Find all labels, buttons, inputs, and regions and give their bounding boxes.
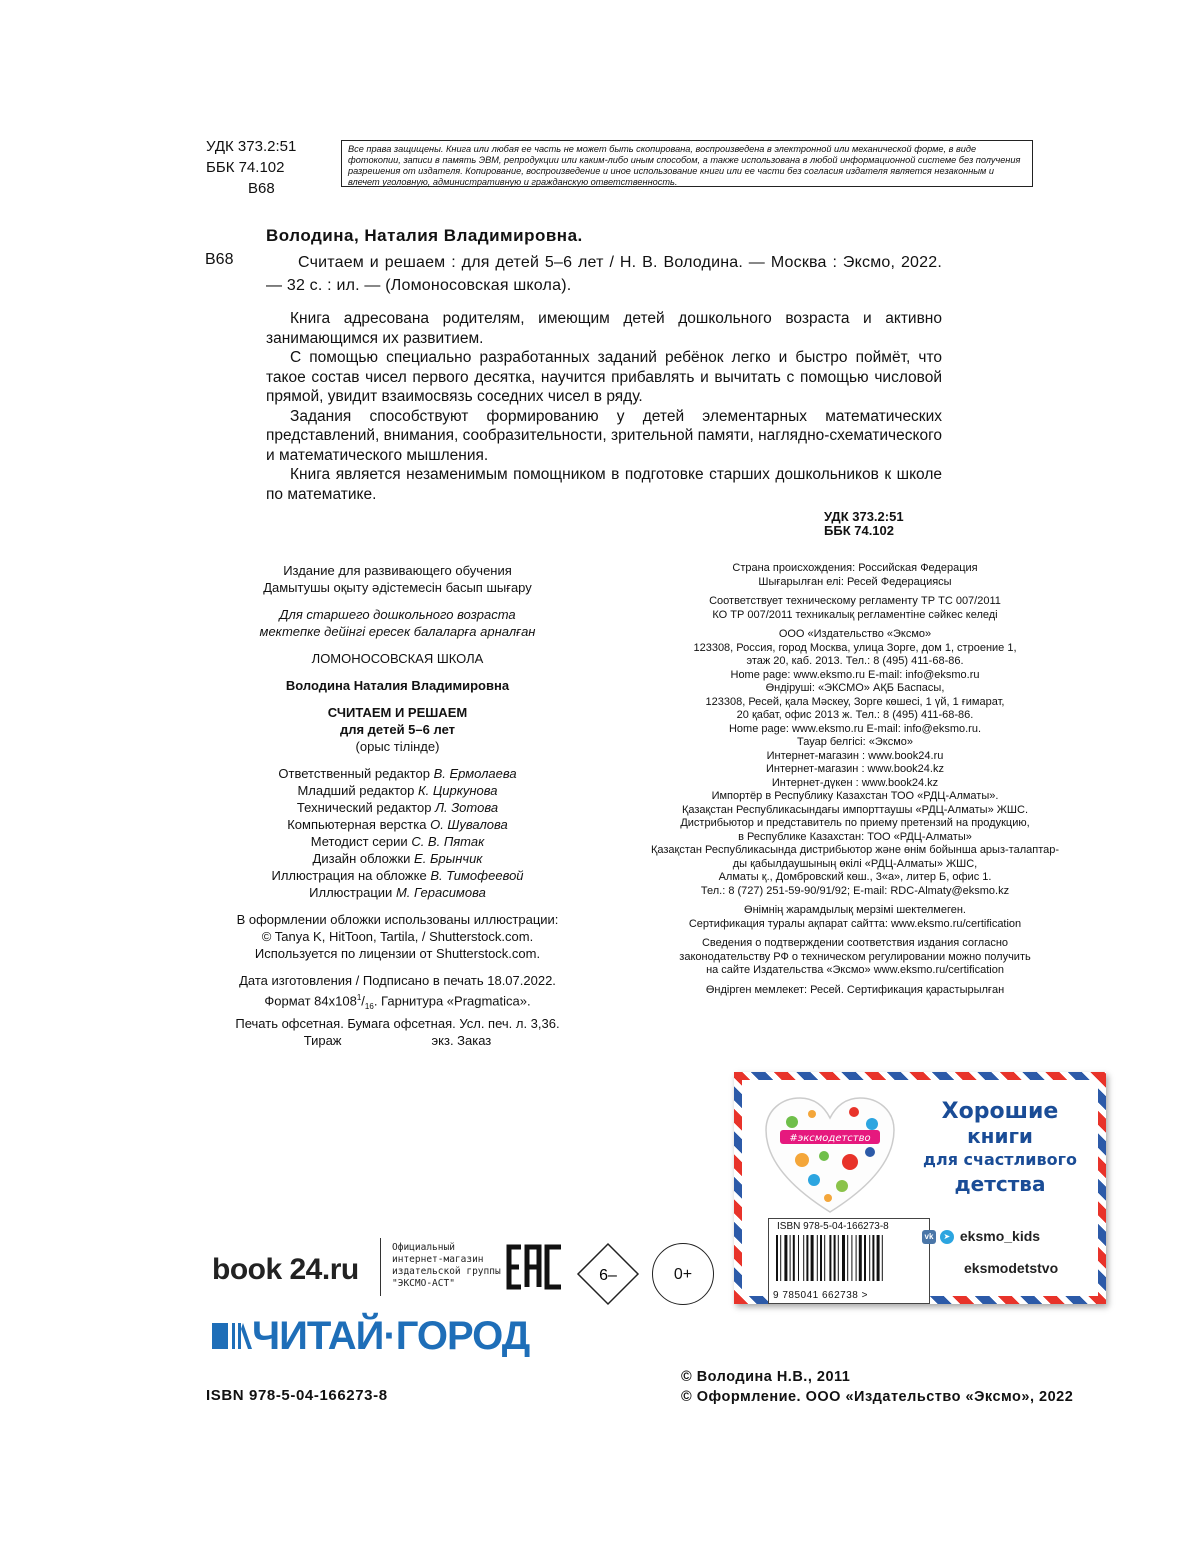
biblio-author: Володина, Наталия Владимировна. [266,226,583,245]
age-rating-6 [576,1242,640,1306]
social-vk-telegram [922,1228,1040,1244]
divider [380,1238,381,1296]
print-format-sub: 16 [364,1001,374,1011]
staff-name: Л. Зотова [435,800,499,815]
postcard-title-line: Хорошие [941,1099,1059,1124]
annotation [266,309,942,504]
staff-name: О. Шувалова [430,817,508,832]
book-title: СЧИТАЕМ И РЕШАЕМ [327,705,468,720]
vk-icon: vk [922,1230,936,1244]
illustration-credit: В оформлении обложки использованы иллюстрации: [236,912,559,927]
legal-line: ды қабылдаушының өкілі «РДЦ-Алматы» ЖШС, [732,857,978,870]
staff-line [190,833,605,850]
udk-bbk-right [824,510,942,538]
edition-type: Издание для развивающего обучения [283,563,512,578]
age-group: Для старшего дошкольного возраста [279,607,516,622]
print-run: Тираж [303,1032,342,1048]
chitai-gorod-icon [212,1321,252,1351]
legal-line: на сайте Издательства «Эксмо» www.eksmo.ru/certification [706,964,1004,976]
edition-type-kz: Дамытушы оқыту әдістемесін басып шығару [263,580,532,595]
annotation-paragraph: С помощью специально разработанных заданий ребёнок легко и быстро поймёт, что такое состав чисел первого десятка, научится прибавлять и вычитать с помощью числовой прямой, увидит взаимосвязь соседних чисел в ряду. [266,349,942,405]
chitai-gorod-text: ЧИТАЙ·ГОРОД [252,1314,530,1358]
biblio-code: В68 [205,251,234,268]
legal-line: 123308, Россия, город Москва, улица Зорге, дом 1, строение 1, [693,641,1017,654]
annotation-paragraph: Задания способствуют формированию у детей элементарных математических представлений, внимания, сообразительности, зрительной памяти, наглядно-схематического и математического мышления. [266,407,942,464]
book-language: (орыс тілінде) [355,739,440,754]
legal-line: КО ТР 007/2011 техникалық регламентіне сәйкес келеді [712,608,998,621]
staff-role: Дизайн обложки [312,851,411,866]
legal-line: Өндірген мемлекет: Ресей. Сертификация қарастырылған [705,983,1005,996]
staff-line [190,867,605,884]
staff-line [190,765,605,782]
legal-line: ООО «Издательство «Эксмо» [778,628,932,640]
staff-role: Ответственный редактор [278,766,430,781]
postcard-title-line: книги [967,1124,1033,1148]
illustration-credit: Используется по лицензии от Shutterstock.com. [254,946,541,961]
isbn: ISBN 978-5-04-166273-8 [206,1387,388,1404]
udk-block [206,136,296,199]
legal-line: Шығарылған елі: Ресей Федерациясы [758,575,952,588]
copyright [681,1367,1073,1407]
legal-line: Сведения о подтверждении соответствия издания согласно [701,937,1009,949]
legal-line: Қазақстан Республикасында дистрибьютор және өнім бойынша арыз-талаптар- [650,844,1060,856]
annotation-paragraph: Книга адресована родителям, имеющим детей дошкольного возраста и активно занимающимся их развитием. [266,310,942,347]
print-info: Формат $84х108^1/_{16}$. Гарнитура «Pragmatica». [264,993,531,1011]
legal-line: 20 қабат, офис 2013 ж. Тел.: 8 (495) 411-68-86. [736,709,974,721]
barcode-digits: 9 785041 662738 > [773,1290,868,1301]
staff-name: Е. Брынчик [414,851,483,866]
age-rating-0: 0+ [652,1243,714,1305]
legal-line: Home page: www.eksmo.ru E-mail: info@eksmo.ru. [728,722,982,735]
postcard-title-line: для счастливого [923,1150,1077,1169]
print-format: Формат 84х108 [264,993,357,1009]
staff-name: В. Тимофеевой [430,868,524,883]
legal-line: Алматы қ., Домбровский көш., 3«а», литер Б, офис 1. [718,871,992,883]
biblio-record-text: Считаем и решаем : для детей 5–6 лет / Н. В. Володина. — Москва : Эксмо, 2022. — 32 с. : ил. — (Ломоносовская школа). [266,254,942,294]
legal-line: Сертификация туралы ақпарат сайтта: www.eksmo.ru/certification [688,917,1022,930]
legal-line: Интернет-магазин : www.book24.ru [766,749,944,762]
social-handle-2: eksmodetstvo [964,1260,1059,1276]
legal-line: Страна происхождения: Российская Федерация [732,562,978,574]
staff-name: В. Ермолаева [433,766,517,781]
staff-role: Компьютерная верстка [287,817,427,832]
staff-line [190,884,605,901]
print-info: Дата изготовления / Подписано в печать 18.07.2022. [239,973,556,988]
print-info [190,1032,605,1049]
staff-line [190,850,605,867]
imprint-left [190,562,605,1049]
print-typeface: . Гарнитура «Pragmatica». [373,993,531,1009]
bbk-right: ББК 74.102 [824,523,894,538]
heart-illustration [762,1094,898,1214]
staff-line [190,799,605,816]
staff-name: К. Циркунова [417,783,498,798]
postcard-title [920,1100,1080,1196]
legal-line: Импортёр в Республику Казахстан ТОО «РДЦ-Алматы». [711,790,999,802]
chitai-gorod-logo [212,1314,529,1359]
series-name: ЛОМОНОСОВСКАЯ ШКОЛА [311,651,484,666]
legal-line: Интернет-магазин : www.book24.kz [766,763,944,775]
legal-line: Өндіруші: «ЭКСМО» АҚБ Баспасы, [765,682,945,694]
book24-desc-line: Официальный [392,1242,455,1253]
staff-role: Иллюстрация на обложке [271,868,427,883]
hashtag-label: #эксмодетство [789,1133,871,1144]
legal-line: Қазақстан Республикасындағы импорттаушы «РДЦ-Алматы» ЖШС. [681,803,1029,816]
staff-name: М. Герасимова [395,885,486,900]
postcard-title-line: детства [954,1172,1046,1196]
heart-icon [762,1094,898,1214]
legal-line: Тауар белгісі: «Эксмо» [796,736,913,748]
print-info: Печать офсетная. Бумага офсетная. Усл. печ. л. 3,36. [235,1015,560,1031]
legal-info [595,562,1115,997]
author-name: Володина Наталия Владимировна [285,678,510,693]
print-order: экз. Заказ [431,1032,492,1048]
legal-line: Соответствует техническому регламенту ТР ТС 007/2011 [709,595,1001,607]
book24-desc-line: издательской группы [392,1266,501,1277]
staff-role: Методист серии [310,834,408,849]
staff-role: Иллюстрации [309,885,393,900]
legal-line: Дистрибьютор и представитель по приему претензий на продукцию, [680,817,1030,829]
legal-line: законодательству РФ о техническом регулировании можно получить [679,950,1031,963]
staff-line [190,816,605,833]
eac-icon [505,1242,565,1292]
book24-desc-line: интернет-магазин [392,1254,484,1265]
udk-right: УДК 373.2:51 [824,509,904,524]
legal-line: Тел.: 8 (727) 251-59-90/91/92; E-mail: RDC-Almaty@eksmo.kz [700,884,1010,897]
book24-description [392,1242,501,1290]
legal-line: Өнімнің жарамдылық мерзімі шектелмеген. [744,904,966,916]
legal-line: этаж 20, каб. 2013. Тел.: 8 (495) 411-68-86. [746,655,964,667]
barcode-icon [774,1235,924,1285]
rights-notice: Все права защищены. Книга или любая ее часть не может быть скопирована, воспроизведена в электронной или механической форме, в виде фотокопии, записи в память ЭВМ, репродукции или каким-либо иным способом, а также использована в любой информационной системе без получения разрешения от издателя. Копирование, воспроизведение и иное использование книги или ее части без согласия издателя является незаконным и влечет уголовную, административную и гражданскую ответственность. [341,140,1033,187]
age6-label: 6– [599,1267,617,1284]
eksmo-kids-postcard [734,1072,1106,1304]
telegram-icon: ➤ [940,1230,954,1244]
eac-mark [505,1242,565,1302]
print-format-sup: 1 [356,993,362,1002]
staff-line [190,782,605,799]
legal-line: Home page: www.eksmo.ru E-mail: info@eksmo.ru [730,668,980,681]
annotation-paragraph: Книга является незаменимым помощником в подготовке старших дошкольников к школе по математике. [266,466,942,503]
book24-desc-line: "ЭКСМО-АСТ" [392,1278,455,1289]
book-subtitle: для детей 5–6 лет [339,722,456,737]
author-mark: В68 [248,180,275,197]
barcode-isbn: ISBN 978-5-04-166273-8 [777,1221,889,1232]
biblio-record [266,251,942,297]
legal-line: в Республике Казахстан: ТОО «РДЦ-Алматы» [738,830,972,843]
age-group-kz: мектепке дейінгі ересек балаларға арналған [259,624,536,639]
staff-role: Технический редактор [296,800,432,815]
copyright-line: © Володина Н.В., 2011 [681,1369,851,1385]
staff-role: Младший редактор [297,783,415,798]
diamond-icon [576,1242,640,1306]
staff-name: С. В. Пятак [411,834,485,849]
barcode-box [768,1218,930,1304]
udk-code: УДК 373.2:51 [206,138,297,155]
bbk-code: ББК 74.102 [206,159,285,176]
illustration-credit: © Tanya K, HitToon, Tartila, / Shutterstock.com. [261,929,534,944]
legal-line: 123308, Ресей, қала Мәскеу, Зорге көшесі, 1 үй, 1 ғимарат, [705,695,1005,708]
social-handle: eksmo_kids [959,1228,1041,1244]
book24-logo: book 24.ru [212,1253,359,1286]
legal-line: Интернет-дүкен : www.book24.kz [771,776,939,789]
copyright-line: © Оформление. ООО «Издательство «Эксмо», 2022 [681,1389,1074,1405]
